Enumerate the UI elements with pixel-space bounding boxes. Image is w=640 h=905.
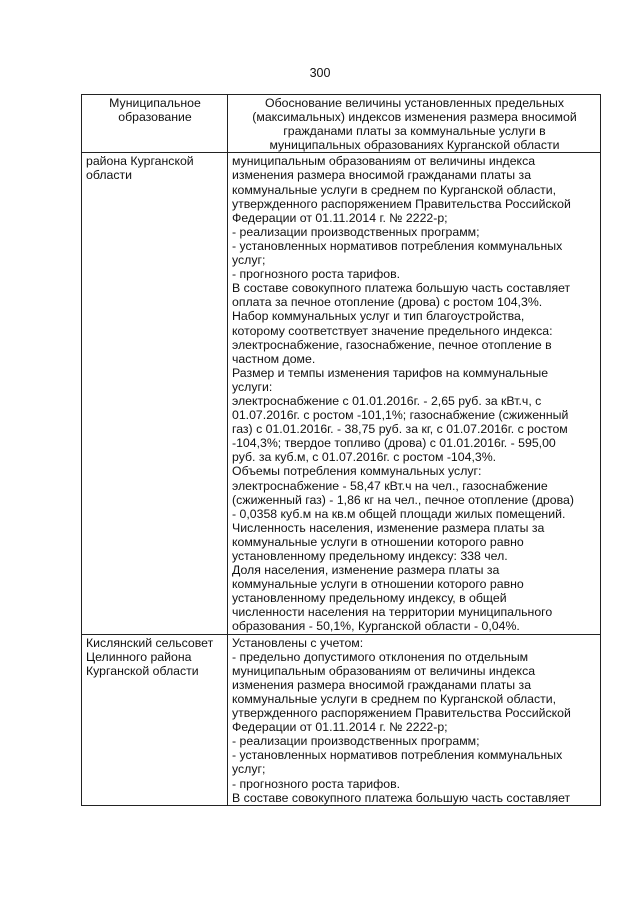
justification-line: Федерации от 01.11.2014 г. № 2222-р; [232,210,448,225]
table-row [82,634,601,805]
page-number: 300 [309,66,331,80]
justification-line: В составе совокупного платежа большую часть составляет [232,281,571,296]
justification-line: Федерации от 01.11.2014 г. № 2222-р; [232,720,448,735]
justification-line: Численность населения, изменение размера платы за [232,520,545,535]
justification-line: услуг; [232,253,266,268]
justification-cell [228,634,601,805]
justification-line: Доля населения, изменение размера платы за [232,563,500,578]
justification-line: коммунальные услуги в среднем по Курганской области, [232,182,557,197]
justification-line: муниципальным образованиям от величины индекса [232,154,536,169]
justification-line: - установленных нормативов потребления коммунальных [232,748,563,763]
justification-line: численности населения на территории муниципального [232,605,553,620]
justification-line: образования - 50,1%, Курганской области - 0,04%. [232,619,520,634]
justification-line: услуги: [232,379,273,394]
municipality-line: Курганской области [86,663,199,678]
header-line: муниципальных образованиях Курганской области [269,138,560,153]
justification-line: электроснабжение, газоснабжение, печное отопление в [232,337,552,352]
justification-line: электроснабжение - 58,47 кВт.ч на чел., газоснабжение [232,478,548,493]
justification-line: изменения размера вносимой гражданами платы за [232,168,532,183]
justification-line: - прогнозного роста тарифов. [232,776,401,791]
header-line: гражданами платы за коммунальные услуги в [283,124,546,139]
justification-line: частном доме. [232,351,316,366]
justification-line: оплата за печное отопление (дрова) с ростом 104,3%. [232,295,543,310]
justification-line: коммунальные услуги в отношении которого равно [232,577,524,592]
table-row [82,153,601,634]
tariff-justification-table [81,94,601,806]
justification-line: - прогнозного роста тарифов. [232,267,401,282]
header-line: Муниципальное [109,96,201,110]
justification-line: (сжиженный газ) - 1,86 кг на чел., печное отопление (дрова) [232,492,574,507]
justification-line: электроснабжение с 01.01.2016г. - 2,65 руб. за кВт.ч, с [232,393,542,408]
justification-line: Размер и темпы изменения тарифов на коммунальные [232,365,549,380]
justification-line: коммунальные услуги в отношении которого равно [232,534,524,549]
justification-line: коммунальные услуги в среднем по Курганской области, [232,691,557,706]
justification-cell [228,153,601,634]
justification-line: - реализации производственных программ; [232,224,480,239]
header-justification [228,95,601,153]
justification-line: установленному предельному индексу, в общей [232,591,507,606]
header-municipality [82,95,228,153]
justification-line: установленному предельному индексу: 338 чел. [232,549,508,563]
justification-line: - установленных нормативов потребления коммунальных [232,238,563,253]
justification-line: 01.07.2016г. с ростом -101,1%; газоснабжение (сжиженный [232,408,569,423]
justification-line: изменения размера вносимой гражданами платы за [232,677,532,692]
justification-line: Установлены с учетом: [232,635,364,650]
justification-line: - 0,0358 куб.м на кв.м общей площади жилых помещений. [232,506,566,521]
header-line: (максимальных) индексов изменения размера вносимой [252,110,577,125]
justification-line: - реализации производственных программ; [232,734,480,749]
municipality-line: области [86,168,132,183]
justification-line: муниципальным образованиям от величины индекса [232,663,536,678]
justification-line: которому соответствует значение предельного индекса: [232,323,553,338]
justification-line: руб. за куб.м, с 01.07.2016г. с ростом -104,3%. [232,450,497,465]
justification-line: утвержденного распоряжением Правительства Российской [232,196,571,211]
header-line: образование [118,110,192,125]
municipality-cell [82,634,228,805]
table-header-row [82,95,601,153]
justification-line: газ) с 01.01.2016г. - 38,75 руб. за кг, с 01.07.2016г. с ростом [232,422,568,437]
municipality-cell [82,153,228,634]
justification-line: В составе совокупного платежа большую часть составляет [232,790,571,805]
justification-line: Набор коммунальных услуг и тип благоустройства, [232,309,525,324]
justification-line: Объемы потребления коммунальных услуг: [232,464,482,479]
municipality-line: Кислянский сельсовет [86,635,214,650]
justification-line: - предельно допустимого отклонения по отдельным [232,649,529,664]
municipality-line: Целинного района [86,649,192,664]
justification-line: -104,3%; твердое топливо (дрова) с 01.01.2016г. - 595,00 [232,436,556,451]
header-line: Обоснование величины установленных предельных [265,96,564,110]
justification-line: утвержденного распоряжением Правительства Российской [232,706,571,721]
municipality-line: района Курганской [86,154,194,169]
justification-line: услуг; [232,762,266,777]
